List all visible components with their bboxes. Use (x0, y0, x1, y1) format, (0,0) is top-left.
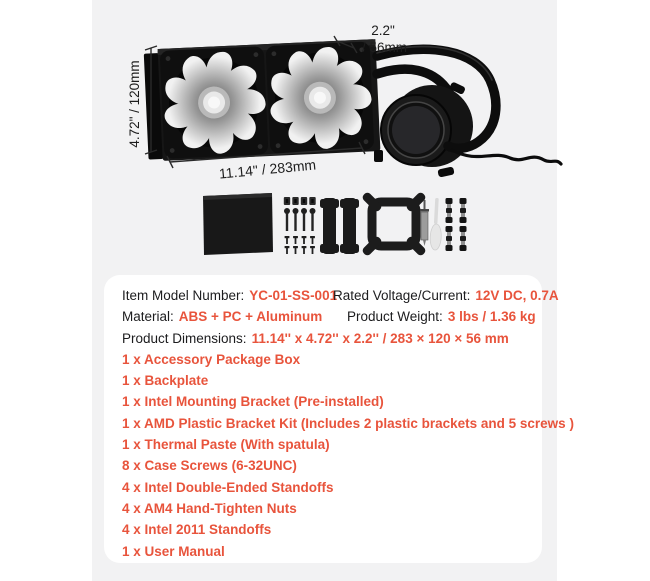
package-item: 4 x AM4 Hand-Tighten Nuts (122, 500, 297, 516)
dimensions-value: 11.14'' x 4.72'' x 2.2'' / 283 × 120 × 56 mm (251, 330, 509, 346)
model-number-label: Item Model Number: (122, 288, 245, 303)
material-value: ABS + PC + Aluminum (178, 309, 323, 325)
spec-weight (347, 306, 536, 327)
spec-row-model-voltage (122, 285, 559, 306)
weight-value: 3 lbs / 1.36 kg (447, 309, 536, 325)
accessory-box (203, 193, 273, 255)
spec-card (104, 275, 574, 563)
voltage-value: 12V DC, 0.7A (475, 288, 559, 303)
accessories-row (203, 191, 467, 257)
model-number-value: YC-01-SS-001 (249, 288, 338, 303)
intel-mounting-bracket (361, 191, 427, 257)
package-item: 1 x Backplate (122, 373, 209, 389)
spec-dimensions (122, 328, 509, 349)
package-item: 1 x Accessory Package Box (122, 351, 301, 367)
package-contents-list (122, 349, 574, 562)
amd-plastic-brackets (320, 198, 359, 254)
fan-right (264, 40, 378, 156)
fan-left (158, 45, 272, 161)
radiator-with-fans (144, 39, 387, 162)
package-item: 8 x Case Screws (6-32UNC) (122, 458, 297, 474)
package-item: 4 x Intel 2011 Standoffs (122, 522, 272, 538)
pump-cable (452, 150, 561, 164)
spatula (430, 198, 444, 251)
product-photo (0, 0, 650, 276)
material-label: Material: (122, 309, 174, 325)
package-item: 1 x Thermal Paste (With spatula) (122, 437, 330, 453)
dimensions-label: Product Dimensions: (122, 330, 247, 346)
thermal-paste-syringe (420, 200, 429, 246)
package-item: 4 x Intel Double-Ended Standoffs (122, 479, 334, 495)
package-item: 1 x AMD Plastic Bracket Kit (Includes 2 plastic brackets and 5 screws ) (122, 415, 574, 431)
spec-rated-voltage (333, 285, 559, 306)
screw-set (284, 197, 316, 254)
depth-dimension-label-inches: 2.2" (371, 23, 395, 38)
package-item: 1 x User Manual (122, 543, 225, 559)
standoff-set (446, 198, 467, 251)
height-dimension-label: 4.72" / 120mm (127, 60, 142, 148)
spec-model-number (122, 285, 338, 306)
voltage-label: Rated Voltage/Current: (333, 288, 471, 303)
length-dimension-label: 11.14" / 283mm (218, 156, 317, 182)
weight-label: Product Weight: (347, 309, 443, 325)
spec-material (122, 306, 347, 327)
pump-unit (374, 81, 473, 177)
spec-row-dimensions (122, 328, 530, 349)
depth-dimension-label-mm: / 56mm (362, 40, 408, 55)
package-item: 1 x Intel Mounting Bracket (Pre-installed) (122, 394, 384, 410)
spec-row-material-weight (122, 306, 536, 327)
